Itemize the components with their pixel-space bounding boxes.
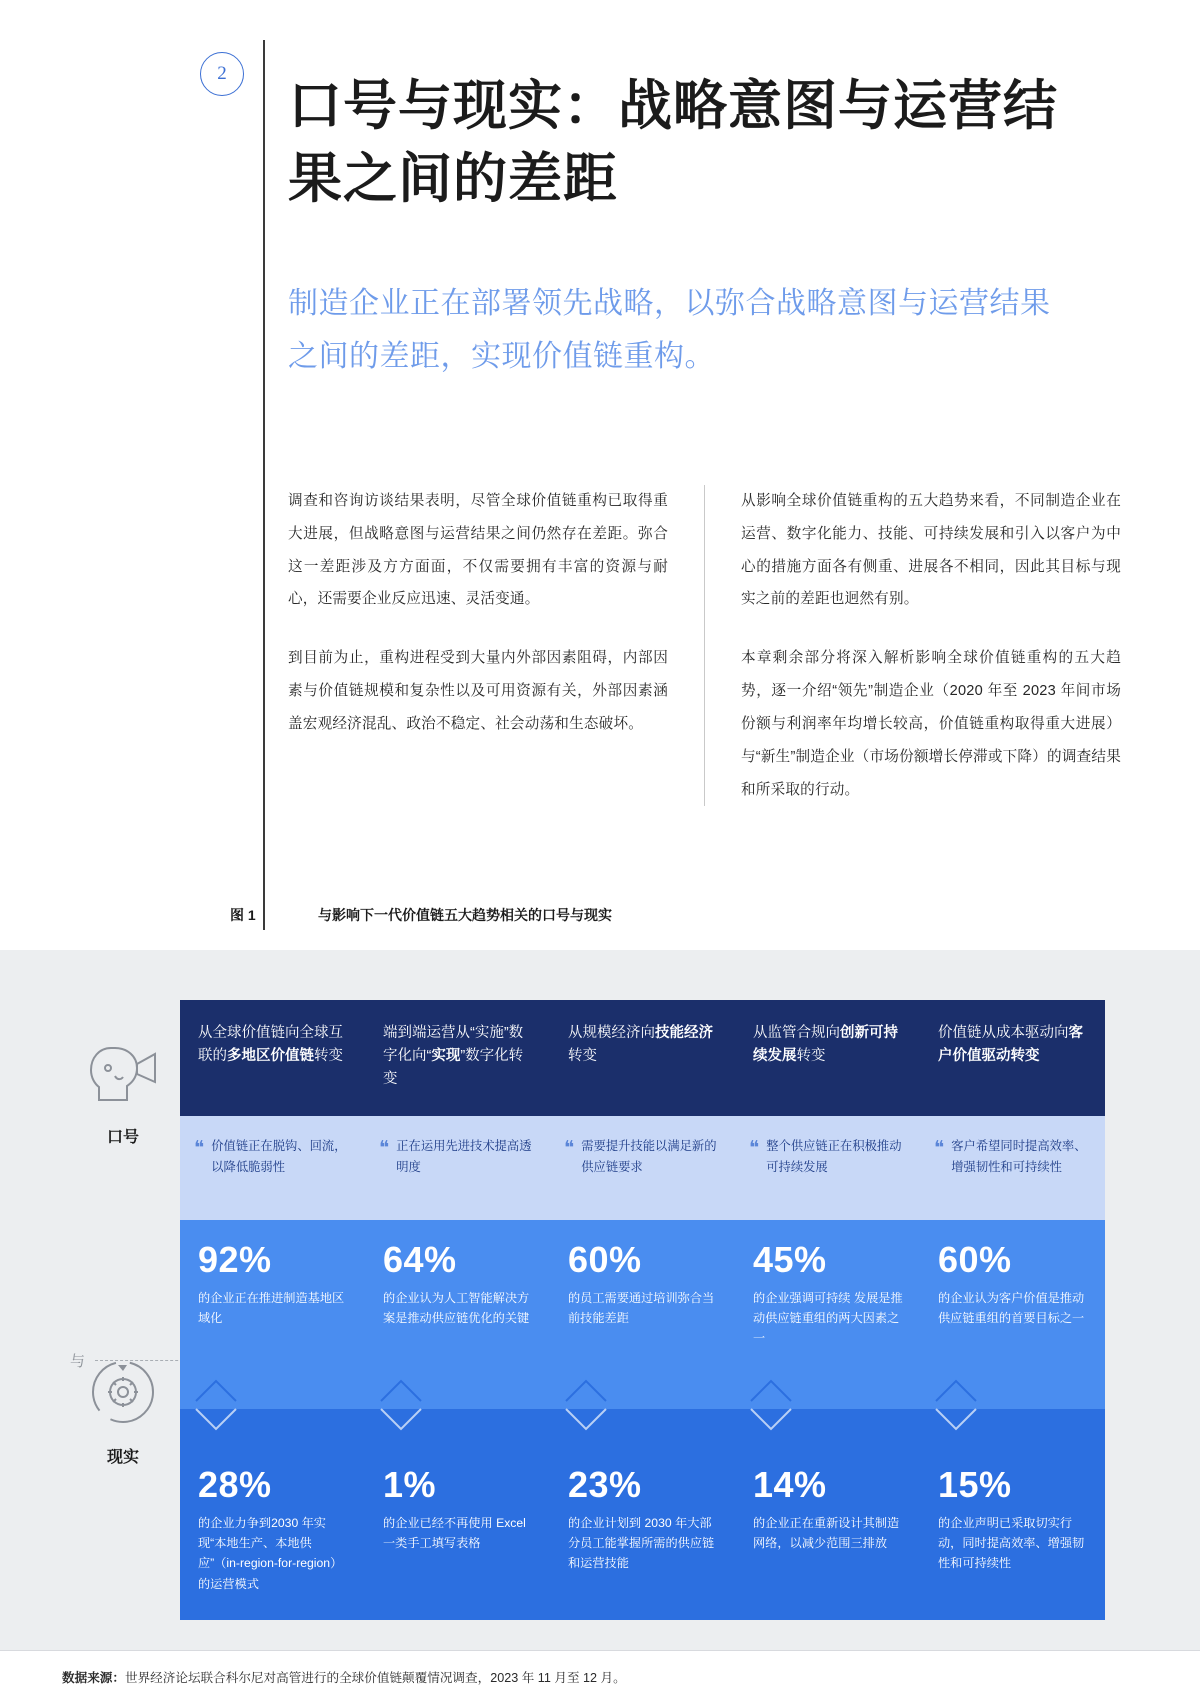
paragraph: 到目前为止，重构进程受到大量内外部因素阻碍，内部因素与价值链规模和复杂性以及可用资源有关，外部因素涵盖宏观经济混乱、政治不稳定、社会动荡和生态破坏。 (288, 650, 668, 732)
chevron-cell (180, 1409, 365, 1439)
exhibit-quote-cell (365, 1116, 550, 1220)
source-body: 世界经济论坛联合科尔尼对高管进行的全球价值链颠覆情况调查，2023 年 11 月至 12 月。 (124, 1671, 626, 1685)
page-subtitle: 制造企业正在部署领先战略，以弥合战略意图与运营结果之间的差距，实现价值链重构。 (288, 287, 1051, 373)
chapter-number: 2 (217, 63, 227, 84)
stat-value: 64% (383, 1238, 457, 1280)
chevron-down-icon (749, 1407, 793, 1433)
chevron-down-icon (564, 1377, 608, 1403)
chevron-cell (920, 1375, 1105, 1409)
body-column-right (705, 485, 1121, 806)
chevron-down-icon (934, 1407, 978, 1433)
stat-description: 的企业正在重新设计其制造网络，以减少范围三排放 (753, 1516, 900, 1551)
chevron-cell (550, 1409, 735, 1439)
exhibit-header-cell: 从规模经济向技能经济转变 (550, 1000, 735, 1116)
vertical-rule (263, 40, 265, 930)
stat-description: 的企业已经不再使用 Excel 一类手工填写表格 (383, 1516, 526, 1551)
chevron-cell (735, 1375, 920, 1409)
stat-description: 的企业强调可持续 发展是推动供应链重组的两大因素之一 (753, 1291, 903, 1346)
chevron-down-icon (379, 1407, 423, 1433)
stat-value: 60% (938, 1238, 1012, 1280)
quote-icon: ❝ (194, 1137, 204, 1159)
exhibit-slogan-row (180, 1220, 1105, 1375)
chevron-cell (550, 1375, 735, 1409)
exhibit-slogan-cell (920, 1220, 1105, 1375)
chevron-cell (365, 1409, 550, 1439)
stat-value: 15% (938, 1463, 1012, 1505)
paragraph: 从影响全球价值链重构的五大趋势来看，不同制造企业在运营、数字化能力、技能、可持续发展和引入以客户为中心的措施方面各有侧重、进展各不相同，因此其目标与现实之前的差距也迥然有别。 (741, 493, 1121, 608)
exhibit-header-cell: 从监管合规向创新可持续发展转变 (735, 1000, 920, 1116)
stat-value: 28% (198, 1463, 272, 1505)
chevron-down-icon (934, 1377, 978, 1403)
stat-value: 23% (568, 1463, 642, 1505)
exhibit-reality-cell (735, 1439, 920, 1620)
page-title: 口号与现实：战略意图与运营结果之间的差距 (288, 76, 1058, 210)
stat-value: 60% (568, 1238, 642, 1280)
stat-description: 的企业认为客户价值是推动供应链重组的首要目标之一 (938, 1291, 1085, 1326)
source-footer (0, 1650, 1200, 1698)
figure-caption-text: 与影响下一代价值链五大趋势相关的口号与现实 (318, 907, 612, 923)
exhibit-reality-cell (180, 1439, 365, 1620)
megaphone-head-icon (81, 1030, 165, 1114)
stat-description: 的企业力争到2030 年实现“本地生产、本地供应”（in-region-for-region）的运营模式 (198, 1516, 343, 1591)
chevron-down-icon (564, 1407, 608, 1433)
chevron-cell (365, 1375, 550, 1409)
exhibit-slogan-cell (735, 1220, 920, 1375)
stat-description: 的企业声明已采取切实行动，同时提高效率、增强韧性和可持续性 (938, 1516, 1085, 1571)
exhibit-quote-cell (550, 1116, 735, 1220)
body-columns (288, 485, 1126, 806)
stat-value: 1% (383, 1463, 437, 1505)
paragraph: 调查和咨询访谈结果表明，尽管全球价值链重构已取得重大进展，但战略意图与运营结果之间仍然存在差距。弥合这一差距涉及方方面面，不仅需要拥有丰富的资源与耐心，还需要企业反应迅速、灵活变通。 (288, 493, 668, 608)
chevron-band-top (180, 1375, 1105, 1409)
stat-value: 14% (753, 1463, 827, 1505)
exhibit-header-cell: 从全球价值链向全球互联的多地区价值链转变 (180, 1000, 365, 1116)
exhibit-quote-cell (735, 1116, 920, 1220)
source-label: 数据来源： (62, 1671, 125, 1685)
row-label-reality-text: 现实 (106, 1449, 139, 1466)
exhibit-quote-cell (920, 1116, 1105, 1220)
chevron-down-icon (194, 1377, 238, 1403)
stat-description: 的企业认为人工智能解决方案是推动供应链优化的关键 (383, 1291, 530, 1326)
exhibit-slogan-cell (180, 1220, 365, 1375)
chevron-down-icon (749, 1377, 793, 1403)
quote-text: 客户希望同时提高效率、增强韧性和可持续性 (951, 1138, 1087, 1175)
quote-text: 正在运用先进技术提高透明度 (396, 1138, 532, 1175)
figure-caption (230, 905, 612, 925)
exhibit-header-cell: 端到端运营从“实施”数字化向“实现”数字化转变 (365, 1000, 550, 1116)
chevron-down-icon (379, 1377, 423, 1403)
connector-label: 与 (70, 1353, 86, 1370)
exhibit-reality-row (180, 1439, 1105, 1620)
source-text (62, 1667, 626, 1686)
quote-text: 整个供应链正在积极推动可持续发展 (766, 1138, 902, 1175)
exhibit-reality-cell (550, 1439, 735, 1620)
quote-icon: ❝ (564, 1137, 574, 1159)
chevron-band-bottom (180, 1409, 1105, 1439)
exhibit-reality-cell (365, 1439, 550, 1620)
quote-icon: ❝ (749, 1137, 759, 1159)
quote-text: 需要提升技能以满足新的供应链要求 (581, 1138, 717, 1175)
stat-description: 的企业正在推进制造基地区域化 (198, 1291, 345, 1326)
exhibit-band (0, 950, 1200, 1650)
stat-value: 92% (198, 1238, 272, 1280)
row-label-slogan (68, 1030, 178, 1147)
body-column-left (288, 485, 705, 806)
quote-text: 价值链正在脱钩、回流，以降低脆弱性 (211, 1138, 347, 1175)
exhibit-header-row (180, 1000, 1105, 1116)
quote-icon: ❝ (379, 1137, 389, 1159)
exhibit-reality-cell (920, 1439, 1105, 1620)
quote-icon: ❝ (934, 1137, 944, 1159)
chevron-cell (920, 1409, 1105, 1439)
exhibit-slogan-cell (365, 1220, 550, 1375)
exhibit-quote-row (180, 1116, 1105, 1220)
stat-value: 45% (753, 1238, 827, 1280)
chapter-number-badge (200, 52, 244, 96)
exhibit-quote-cell (180, 1116, 365, 1220)
stat-description: 的员工需要通过培训弥合当前技能差距 (568, 1291, 715, 1326)
exhibit-table (180, 1000, 1200, 1620)
figure-label: 图 1 (230, 907, 256, 923)
exhibit-slogan-cell (550, 1220, 735, 1375)
exhibit-header-cell: 价值链从成本驱动向客户价值驱动转变 (920, 1000, 1105, 1116)
stat-description: 的企业计划到 2030 年大部分员工能掌握所需的供应链和运营技能 (568, 1516, 715, 1571)
chevron-down-icon (194, 1407, 238, 1433)
chevron-cell (180, 1375, 365, 1409)
paragraph: 本章剩余部分将深入解析影响全球价值链重构的五大趋势，逐一介绍“领先”制造企业（2020 年至 2023 年间市场份额与利润率年均增长较高，价值链重构取得重大进展）与“新生”制造企业（市场份额增长停滞或下降）的调查结果和所采取的行动。 (741, 650, 1121, 798)
row-label-slogan-text: 口号 (106, 1129, 139, 1146)
chevron-cell (735, 1409, 920, 1439)
